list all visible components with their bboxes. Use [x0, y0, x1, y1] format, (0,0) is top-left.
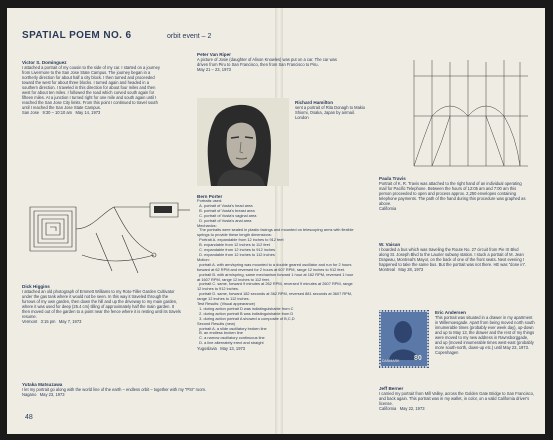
hand-path-graph [402, 56, 532, 171]
entry-date: California May 22, 1973 [379, 406, 425, 411]
entry-name: Richard Hamilton [295, 100, 334, 105]
entry-body: I attached an old photograph of Emmett Williams to my Roto-Tiller Garden Cultivator under the gas tank where it would not be seen. In this way it traveled through the furrows of my own garden, then down the hill and up the driveway to my main garden, where it was used for deep (25.4 cm) tilling of approximately half the main garden. It then moved out of the garden to a point near the fence where it is resting until its travels resume. [22, 289, 182, 319]
entry-body: Portraits used: A. portrait of Vusta's head area B. portrait of Vusta's breast area C. portrait of Vusta's vaginal area D. portrait of Vusta's anal area Mechanics: The portraits were sealed in plastic facings and mounted on telescoping arms with flexible springs to provide these length dimensions: Portrait A. expandable from 12 inches to 912 feet B. expandable from 12 inches to 112 feet C. expandable from 12 inches to 912 inches D. expandable from 12 inches to 112 inches Motion: portrait A. with arm/spring was mounted to a double geared oscillator and run for 2 hours forward at 62 RPM and reversed for 2 hours at 607 RPM, range 12 inches to 912 feet. portrait B. with arm/spring, same mechanism forward 1 hour at 162 RPM, reversed 1 hour at 1607 RPM, range 12 inches to 112 feet. portrait C. same, forward 9 minutes at 262 RPM, reversed 9 minutes at 2607 RPM, range 12 inches to 912 inches. portrait D. same, forward 182 seconds at 362 RPM, reversed 881 seconds at 3607 RPM, range 12 inches to 112 inches. Test Results: (Visual appearance) 1. during action portrait D was indistinguishable from C 2. during action portrait B was indistinguishable from D 3. during action portrait A showed a composite of B,C,D Second Results (new) portrait A. a slide oscillatory broken line B. an endless broken line C. a narrow oscillatory continuous line D. a line alternately erect and straight [197, 198, 354, 346]
page-subtitle: orbit event – 2 [167, 33, 212, 40]
entry-body: I attached a portrait of my cousin to the side of my car. I started on a journey from Livermore to the San Jose State Campus. The journey began in a northerly direction for about half a city block. I then turned and proceeded toward the west for about three blocks. I turned again and headed in a southern direction. I traveled in this direction for about four miles and then west for about ten miles. I followed the road which curved south again for fifteen miles. At a junction I turned right for one mile and south again until I reached the San Jose City limits. From this point I continued to travel south until I reached the San Jose State Campus. [22, 65, 162, 110]
entry-matsuzawa [22, 382, 212, 397]
entry-date: Nagano May 23, 1973 [22, 392, 65, 397]
stamp-country: DANMARK [382, 359, 400, 363]
entry-date: Vermont 3:15 pm May 7, 1973 [22, 319, 82, 324]
entry-porter [197, 194, 357, 351]
danish-stamp [379, 310, 429, 368]
entry-name: Yutaka Matsuzawa [22, 382, 63, 387]
stamp-value: 80 [414, 355, 422, 362]
portrait-woman-image [197, 98, 289, 186]
entry-body: Portrait of K. R. Travis was attached to the right hand of an individual operating mail for Pacific Telephone. Between the hours of 12:05 am and 7:00 am this person proceeded to open and process approx. 2,250 envelopes containing telephone payments. The path of the hand during this procedure was graphed as above. [379, 181, 527, 206]
entry-name: Paula Travis [379, 176, 406, 181]
entry-body: I carried my portrait from Mill Valley, across the Golden Gate Bridge to San Francisco, and back again. This portrait was in my wallet, in color, on a valid California driver's license. [379, 391, 536, 406]
entry-hamilton [295, 100, 375, 120]
entry-name: Jeff Berner [379, 386, 404, 391]
entry-name: Dick Higgins [22, 284, 50, 289]
entry-dominguez [22, 60, 162, 115]
entry-name: Victor S. Dominguez [22, 60, 67, 65]
entry-date: May 21 – 23, 1973 [197, 67, 231, 72]
entry-higgins [22, 284, 182, 324]
entry-name: Peter Van Riper [197, 52, 231, 57]
entry-body: sent a portrait of Rita Donagh to Makio Shiomi, Osaka, Japan by airmail. [295, 105, 367, 115]
entry-date: Montreal May 28, 1973 [379, 267, 424, 272]
entry-body: This portrait was situated in a drawer in my apartment in Willemoesgade. Apart from being moved north south innumerable times (probably ever week day), up-down and up to May 13, the drawer and the rest of my things were moved to my new address in Ravnsborggade, and up (moved innumerable times west-east (probably more south-north, down-up etc.) until May 23, 1973. [435, 315, 536, 350]
garden-map-diagram [22, 193, 192, 281]
entry-body: I let my portrait go along with the world line of the earth – endless orbit – together with my "PSI" room. [22, 387, 207, 392]
entry-date: San Jose 9:30 – 10:10 am May 14, 1973 [22, 110, 101, 115]
entry-travis [379, 176, 529, 211]
entry-name: W. Vaisan [379, 242, 401, 247]
page-number: 48 [25, 414, 33, 421]
entry-date: Yugoslavia May 13, 1973 [197, 346, 246, 352]
entry-date: California [379, 206, 397, 211]
entry-date: Copenhagen [435, 350, 459, 355]
entry-date: London [295, 115, 309, 120]
entry-body: I boarded a bus which was traveling the Route No. 27 circuit from Pie IX Blvd along St. Joseph Blvd to the Laurier subway station. I stuck a portrait of M. Jean Drapeau, Montreal's Mayor, on the back of one of the front seats. Next evening I happened to take the same bus. But the portrait was not there. HE was "done in". [379, 247, 527, 267]
entry-berner [379, 386, 534, 411]
page-title: SPATIAL POEM NO. 6 [22, 30, 132, 41]
entry-name: Bern Porter [197, 194, 223, 199]
entry-vaisan [379, 242, 529, 272]
entry-van-riper [197, 52, 347, 72]
entry-andersen [435, 310, 535, 355]
entry-name: Eric Andersen [435, 310, 466, 315]
entry-body: A picture of Josie (daughter of Alison Knowles) was put on a car. The car was driven from Piru to San Francisco, then from San Francisco to Piru. [197, 57, 339, 67]
portrait-photo [197, 98, 289, 186]
magazine-page [7, 8, 545, 434]
